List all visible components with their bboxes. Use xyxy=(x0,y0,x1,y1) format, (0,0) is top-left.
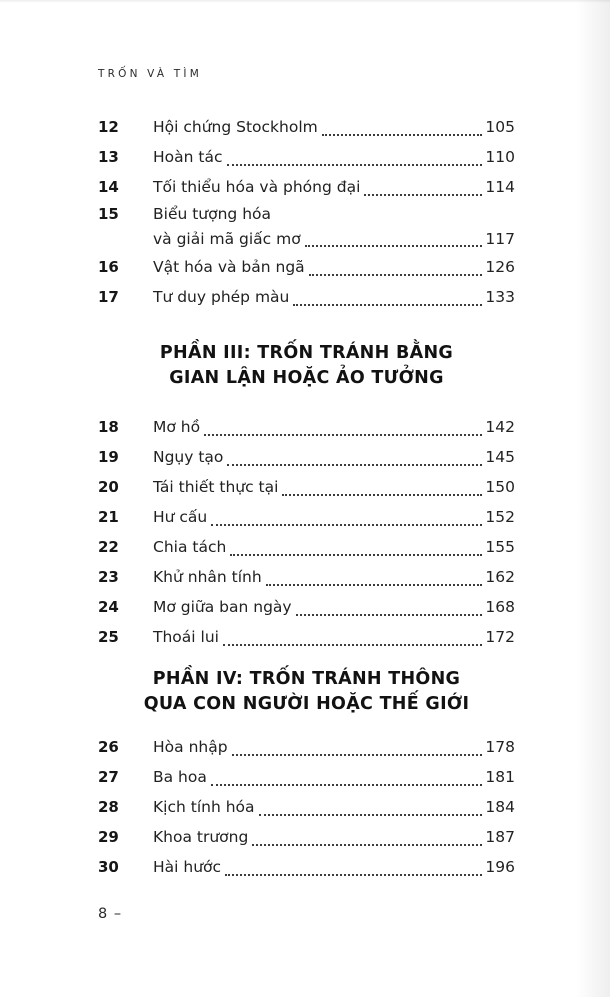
dot-leader xyxy=(204,412,482,436)
toc-entry-number: 30 xyxy=(98,858,119,876)
toc-entry-page: 126 xyxy=(485,258,515,276)
toc-entry xyxy=(98,622,515,652)
toc-entry-page: 105 xyxy=(485,118,515,136)
toc-entry-number: 27 xyxy=(98,768,119,786)
dot-leader xyxy=(223,622,482,646)
toc-entry-body xyxy=(153,442,515,472)
toc-entry-title: Hoàn tác xyxy=(153,148,223,166)
page-number-dash: – xyxy=(113,906,123,922)
toc-entry-page: 133 xyxy=(485,288,515,306)
toc-entry xyxy=(98,822,515,852)
toc-entry-number: 17 xyxy=(98,288,119,306)
toc-entry-body xyxy=(153,562,515,592)
dot-leader xyxy=(225,852,482,876)
toc-entry-page: 184 xyxy=(485,798,515,816)
toc-entry-title: Chia tách xyxy=(153,538,227,556)
toc-entry xyxy=(98,282,515,312)
toc-entry xyxy=(98,202,515,252)
dot-leader xyxy=(282,472,482,496)
toc-entry-number: 19 xyxy=(98,448,119,466)
toc-entry-page: 196 xyxy=(485,858,515,876)
toc-entry-body xyxy=(153,202,515,252)
toc-entry-page: 187 xyxy=(485,828,515,846)
page-number: 8 xyxy=(98,906,109,922)
toc-entry-page: 114 xyxy=(485,178,515,196)
dot-leader xyxy=(259,792,483,816)
dot-leader xyxy=(230,532,482,556)
toc-entry-body xyxy=(153,532,515,562)
toc-entry-title: Hòa nhập xyxy=(153,738,228,756)
toc-entry xyxy=(98,472,515,502)
toc-entry-body xyxy=(153,472,515,502)
dot-leader xyxy=(364,172,482,196)
toc-entry-title: Hư cấu xyxy=(153,508,208,526)
toc-entry-body xyxy=(153,622,515,652)
toc-entry xyxy=(98,172,515,202)
toc-entry-body xyxy=(153,822,515,852)
toc-entry-title: Tối thiểu hóa và phóng đại xyxy=(153,178,361,196)
toc-entry-body xyxy=(153,412,515,442)
toc-entry xyxy=(98,252,515,282)
toc-entry-title: Ngụy tạo xyxy=(153,448,224,466)
dot-leader xyxy=(309,252,483,276)
toc-entry-page: 155 xyxy=(485,538,515,556)
section-heading-line: QUA CON NGƯỜI HOẶC THẾ GIỚI xyxy=(143,694,470,714)
toc-entry xyxy=(98,442,515,472)
toc-entry-number: 25 xyxy=(98,628,119,646)
dot-leader xyxy=(232,732,483,756)
toc-entry-page: 145 xyxy=(485,448,515,466)
toc-entry-title: Mơ giữa ban ngày xyxy=(153,598,292,616)
toc-entry-body xyxy=(153,732,515,762)
toc-entry-body xyxy=(153,252,515,282)
toc-entry-body xyxy=(153,502,515,532)
dot-leader xyxy=(293,282,482,306)
toc-entry-number: 13 xyxy=(98,148,119,166)
section-heading-line: PHẦN IV: TRỐN TRÁNH THÔNG xyxy=(152,669,461,689)
toc-entry-title: Khoa trương xyxy=(153,828,249,846)
toc-entry-body xyxy=(153,282,515,312)
toc-entry-title: Mơ hồ xyxy=(153,418,201,436)
toc-entry-number: 22 xyxy=(98,538,119,556)
toc-entry-body xyxy=(153,142,515,172)
toc-entry-number: 20 xyxy=(98,478,119,496)
toc-entry-title: và giải mã giấc mơ xyxy=(153,230,301,248)
toc-entry-number: 12 xyxy=(98,118,119,136)
toc-entry-body xyxy=(153,172,515,202)
toc-entry-page: 178 xyxy=(485,738,515,756)
dot-leader xyxy=(305,227,483,247)
toc-entry-title: Biểu tượng hóa xyxy=(153,205,272,223)
table-of-contents xyxy=(98,112,515,882)
toc-entry-number: 14 xyxy=(98,178,119,196)
toc-entry-title: Khử nhân tính xyxy=(153,568,262,586)
toc-entry-title: Kịch tính hóa xyxy=(153,798,255,816)
toc-entry-title: Vật hóa và bản ngã xyxy=(153,258,305,276)
toc-entry-number: 24 xyxy=(98,598,119,616)
toc-entry xyxy=(98,732,515,762)
dot-leader xyxy=(322,112,483,136)
toc-entry-page: 152 xyxy=(485,508,515,526)
toc-entry xyxy=(98,412,515,442)
dot-leader xyxy=(227,442,482,466)
running-header: TRỐN VÀ TÌM xyxy=(98,68,202,80)
toc-entry-number: 21 xyxy=(98,508,119,526)
toc-entry-number: 28 xyxy=(98,798,119,816)
toc-entry xyxy=(98,852,515,882)
toc-entry-body xyxy=(153,112,515,142)
toc-entry-title: Hội chứng Stockholm xyxy=(153,118,318,136)
toc-entry-number: 29 xyxy=(98,828,119,846)
toc-entry-number: 16 xyxy=(98,258,119,276)
section-heading-line: PHẦN III: TRỐN TRÁNH BẰNG xyxy=(159,343,454,363)
toc-entry xyxy=(98,592,515,622)
toc-entry-body xyxy=(153,852,515,882)
toc-entry-number: 15 xyxy=(98,205,119,223)
toc-entry-page: 168 xyxy=(485,598,515,616)
toc-entry-page: 110 xyxy=(485,148,515,166)
toc-entry-title-line2 xyxy=(153,227,515,252)
toc-entry-number: 26 xyxy=(98,738,119,756)
toc-entry-number: 23 xyxy=(98,568,119,586)
toc-entry-number: 18 xyxy=(98,418,119,436)
toc-entry xyxy=(98,562,515,592)
toc-entry-title: Ba hoa xyxy=(153,768,207,786)
toc-entry xyxy=(98,142,515,172)
dot-leader xyxy=(211,762,483,786)
toc-entry-title: Tái thiết thực tại xyxy=(153,478,279,496)
toc-entry-page: 181 xyxy=(485,768,515,786)
toc-entry-title: Thoái lui xyxy=(153,628,219,646)
section-heading xyxy=(98,341,515,391)
section-heading-line: GIAN LẬN HOẶC ẢO TƯỞNG xyxy=(169,368,444,388)
dot-leader xyxy=(211,502,482,526)
toc-entry-body xyxy=(153,592,515,622)
dot-leader xyxy=(296,592,483,616)
toc-entry-title: Hài hước xyxy=(153,858,222,876)
page-footer xyxy=(98,906,122,922)
toc-entry-page: 162 xyxy=(485,568,515,586)
toc-entry-page: 172 xyxy=(485,628,515,646)
toc-entry-page: 142 xyxy=(485,418,515,436)
toc-entry xyxy=(98,502,515,532)
dot-leader xyxy=(252,822,482,846)
toc-entry xyxy=(98,762,515,792)
toc-entry xyxy=(98,792,515,822)
toc-entry-body xyxy=(153,762,515,792)
toc-entry xyxy=(98,532,515,562)
toc-entry-page: 117 xyxy=(485,230,515,248)
toc-entry-title: Tư duy phép màu xyxy=(153,288,290,306)
dot-leader xyxy=(266,562,483,586)
toc-entry-body xyxy=(153,792,515,822)
dot-leader xyxy=(227,142,483,166)
toc-entry-page: 150 xyxy=(485,478,515,496)
section-heading xyxy=(98,667,515,717)
toc-entry xyxy=(98,112,515,142)
